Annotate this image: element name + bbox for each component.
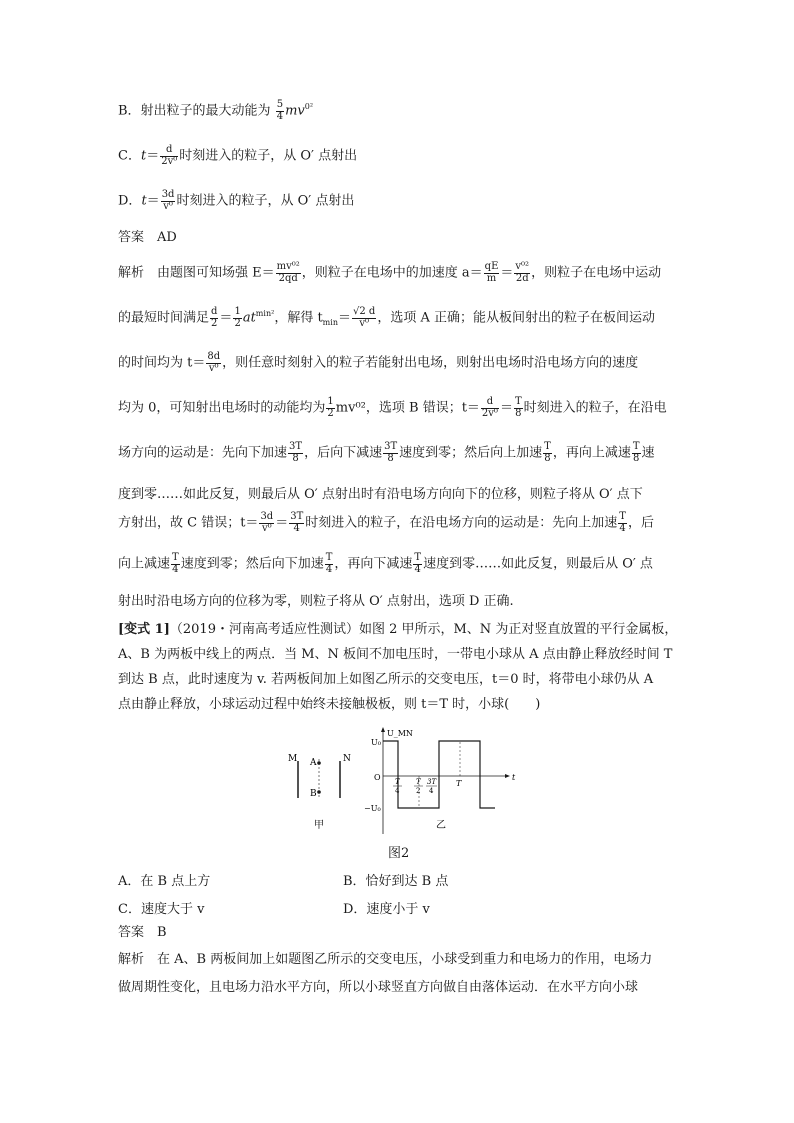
- frac-den: 8: [387, 452, 394, 464]
- tick-t4-num: T: [395, 778, 400, 786]
- frac-den: 4: [414, 563, 421, 575]
- frac-den: 4: [172, 563, 179, 575]
- tick-t4-den: 4: [395, 787, 400, 795]
- frac-den: 4: [276, 110, 284, 122]
- figure-svg: [288, 726, 628, 841]
- frac-num: d: [481, 397, 499, 409]
- option-d-text: 时刻进入的粒子，从 O′ 点射出: [176, 193, 355, 209]
- frac-num: T: [632, 441, 640, 452]
- analysis-2-line-1: 解析 在 A、B 两板间加上如题图乙所示的交变电压，小球受到重力和电场力的作用，电场力: [118, 952, 653, 967]
- fraction: [171, 553, 180, 575]
- label-yi: 乙: [436, 820, 446, 831]
- option-b-formula: mv: [285, 103, 305, 119]
- text: mv⁰²，选项 B 错误；t＝: [335, 400, 480, 416]
- fraction: [325, 553, 334, 575]
- text: ＝: [219, 310, 233, 326]
- variant-line-2: A、B 为两板中线上的两点．当 M、N 板间不加电压时，一带电小球从 A 点由静止释放经时间 T: [118, 647, 673, 662]
- fraction: [161, 190, 176, 212]
- x-arrow-icon: [505, 774, 510, 778]
- fraction: [514, 397, 523, 419]
- frac-num: 5: [276, 99, 284, 110]
- frac-den: v⁰: [208, 362, 219, 374]
- fraction: [288, 442, 303, 464]
- fraction: [276, 100, 284, 122]
- y-arrow-icon: [381, 727, 385, 732]
- answer-1: 答案 AD: [118, 230, 177, 245]
- frac-den: 2d: [515, 272, 529, 284]
- text: at: [242, 310, 256, 326]
- option2-d: D．速度小于 v: [343, 902, 430, 917]
- option-b-text: B．射出粒子的最大动能为: [118, 103, 271, 119]
- analysis-1-line-7: [118, 512, 678, 534]
- text: 场方向的运动是：先向下加速: [118, 445, 288, 461]
- frac-den: 2qd: [278, 272, 298, 284]
- text: 速度到零；然后向下加速: [180, 556, 324, 572]
- frac-den: 2v⁰: [161, 155, 178, 167]
- text: ＝: [499, 400, 513, 416]
- voltage-waveform: [383, 741, 495, 808]
- fraction: [276, 262, 301, 284]
- frac-den: 2: [327, 407, 334, 419]
- label-n: N: [343, 754, 351, 764]
- analysis-1-line-1: [118, 262, 678, 284]
- label-t: t: [512, 773, 516, 782]
- equals: ＝: [146, 193, 160, 209]
- fraction: [514, 262, 530, 284]
- label-u0: U₀: [371, 738, 381, 747]
- frac-num: 1: [327, 396, 334, 407]
- option-d: [118, 190, 354, 212]
- var-t: t: [141, 193, 147, 209]
- text: 速度到零……如此反复，则最后从 O′ 点: [423, 556, 653, 572]
- frac-num: √2 d: [352, 306, 376, 317]
- frac-num: qE: [484, 261, 499, 272]
- frac-den: v⁰: [261, 522, 272, 534]
- tick-3t4-num: 3T: [427, 778, 437, 786]
- text: 解析 由题图可知场强 E＝: [118, 265, 275, 281]
- text: ，再向下减速: [334, 556, 413, 572]
- text: ，解得 t: [274, 310, 323, 326]
- fraction: [352, 307, 376, 329]
- frac-den: m: [486, 272, 497, 284]
- text: 的时间均为 t＝: [118, 355, 206, 371]
- text: ，再向上减速: [552, 445, 631, 461]
- frac-num: d: [211, 306, 218, 317]
- text: 均为 0，可知射出电场时的动能均为: [118, 400, 326, 416]
- text: ，选项 A 正确；能从板间射出的粒子在板间运动: [377, 310, 655, 326]
- text: ＝: [500, 265, 514, 281]
- label-m: M: [288, 754, 298, 764]
- frac-den: 8: [632, 452, 640, 464]
- frac-num: T: [414, 552, 422, 563]
- equals: ＝: [146, 148, 160, 164]
- variant-tag: [变式 1]: [118, 622, 170, 637]
- text: ，则任意时刻射入的粒子若能射出电场，则射出电场时沿电场方向的速度: [222, 355, 639, 371]
- text: 方射出，故 C 错误；t＝: [118, 515, 259, 531]
- frac-den: 4: [293, 522, 300, 534]
- label-o: O: [374, 773, 381, 782]
- frac-num: T: [325, 552, 333, 563]
- fraction: [160, 145, 178, 167]
- frac-num: T: [619, 511, 626, 522]
- variant-line-3: 到达 B 点，此时速度为 v. 若两板间加上如图乙所示的交变电压，t＝0 时，将带电小球仍从 A: [118, 672, 654, 687]
- analysis-1-line-6: 度到零……如此反复，则最后从 O′ 点射出时有沿电场方向向下的位移，则粒子将从 O′ 点下: [118, 487, 643, 502]
- fraction: [618, 512, 627, 534]
- fraction: [206, 352, 221, 374]
- tick-t2-den: 2: [416, 787, 421, 795]
- option2-b: B．恰好到达 B 点: [343, 874, 449, 889]
- variant-line-4: 点由静止释放，小球运动过程中始终未接触极板，则 t＝T 时，小球( ): [118, 697, 541, 712]
- fraction: [289, 512, 304, 534]
- frac-num: T: [172, 552, 179, 563]
- analysis-1-line-8: [118, 553, 678, 575]
- frac-num: 3d: [161, 189, 175, 200]
- text: ，后向下减速: [304, 445, 383, 461]
- frac-num: v⁰²: [515, 261, 530, 272]
- frac-den: 2v⁰: [481, 407, 498, 419]
- text: 速: [641, 445, 655, 461]
- fraction: [326, 397, 334, 419]
- label-a: A: [310, 758, 317, 768]
- frac-num: 1: [234, 306, 241, 317]
- subscript: min: [322, 318, 338, 328]
- frac-num: mv⁰²: [276, 261, 300, 272]
- text: ，则粒子在电场中的加速度 a＝: [301, 265, 483, 281]
- y-axis-label: U_MN: [387, 729, 413, 738]
- tick-t: T: [456, 779, 462, 788]
- label-b: B: [310, 789, 317, 799]
- text: ，则粒子在电场中运动: [531, 265, 662, 281]
- fraction: [543, 442, 552, 464]
- option2-c: C．速度大于 v: [118, 902, 205, 917]
- tick-t2-num: T: [416, 778, 421, 786]
- option-c: [118, 145, 357, 167]
- frac-den: v⁰: [359, 317, 369, 329]
- frac-den: 8: [544, 452, 551, 464]
- text: 时刻进入的粒子，在沿电: [523, 400, 667, 416]
- text: ＝: [337, 310, 351, 326]
- superscript: min²: [255, 309, 275, 319]
- text: ，后: [627, 515, 654, 531]
- figure-caption: 图2: [388, 846, 410, 861]
- text: ＝: [275, 515, 289, 531]
- frac-num: T: [544, 441, 551, 452]
- text: 时刻进入的粒子，在沿电场方向的运动是：先向上加速: [305, 515, 618, 531]
- frac-den: 8: [515, 407, 522, 419]
- option-c-prefix: C．: [118, 148, 141, 164]
- frac-den: 4: [325, 563, 333, 575]
- fraction: [233, 307, 241, 329]
- figure-2: [288, 726, 628, 856]
- fraction: [383, 442, 398, 464]
- frac-num: d: [160, 145, 178, 157]
- analysis-1-line-5: [118, 442, 678, 464]
- var-t: t: [140, 148, 147, 164]
- frac-num: 3T: [289, 441, 303, 452]
- frac-den: 8: [292, 452, 299, 464]
- text: （2019・河南高考适应性测试）如图 2 甲所示，M、N 为正对竖直放置的平行金属板，: [169, 622, 678, 637]
- fraction: [210, 307, 218, 329]
- superscript: 0²: [304, 102, 314, 112]
- label-neg-u0: −U₀: [364, 804, 381, 813]
- text: 的最短时间满足: [118, 310, 210, 326]
- analysis-2-line-2: 做周期性变化，且电场力沿水平方向，所以小球竖直方向做自由落体运动．在水平方向小球: [118, 980, 639, 995]
- frac-num: 3T: [290, 511, 304, 522]
- frac-den: 4: [619, 522, 626, 534]
- point-b: [317, 790, 321, 794]
- text: 速度到零；然后向上加速: [399, 445, 543, 461]
- option-b: [118, 100, 313, 122]
- analysis-1-line-4: [118, 397, 678, 419]
- option-d-prefix: D．: [118, 193, 142, 209]
- frac-den: 2: [234, 317, 241, 329]
- fraction: [259, 512, 274, 534]
- point-a: [317, 761, 321, 765]
- frac-num: T: [514, 396, 522, 407]
- analysis-1-line-9: 射出时沿电场方向的位移为零，则粒子将从 O′ 点射出，选项 D 正确.: [118, 594, 514, 609]
- option-c-text: 时刻进入的粒子，从 O′ 点射出: [179, 148, 358, 164]
- frac-den: v⁰: [163, 200, 173, 212]
- label-jia: 甲: [314, 820, 324, 831]
- option2-a: A．在 B 点上方: [118, 874, 211, 889]
- tick-3t4-den: 4: [429, 787, 434, 795]
- answer-2: 答案 B: [118, 925, 167, 940]
- variant-line-1: [118, 622, 678, 638]
- text: 向上减速: [118, 556, 171, 572]
- frac-num: 3T: [384, 441, 398, 452]
- analysis-1-line-3: [118, 352, 678, 374]
- fraction: [484, 262, 500, 284]
- fraction: [413, 553, 422, 575]
- frac-num: 3d: [260, 511, 274, 522]
- analysis-1-line-2: [118, 307, 678, 329]
- frac-den: 2: [211, 317, 218, 329]
- fraction: [481, 397, 499, 419]
- fraction: [632, 442, 641, 464]
- frac-num: 8d: [207, 351, 221, 362]
